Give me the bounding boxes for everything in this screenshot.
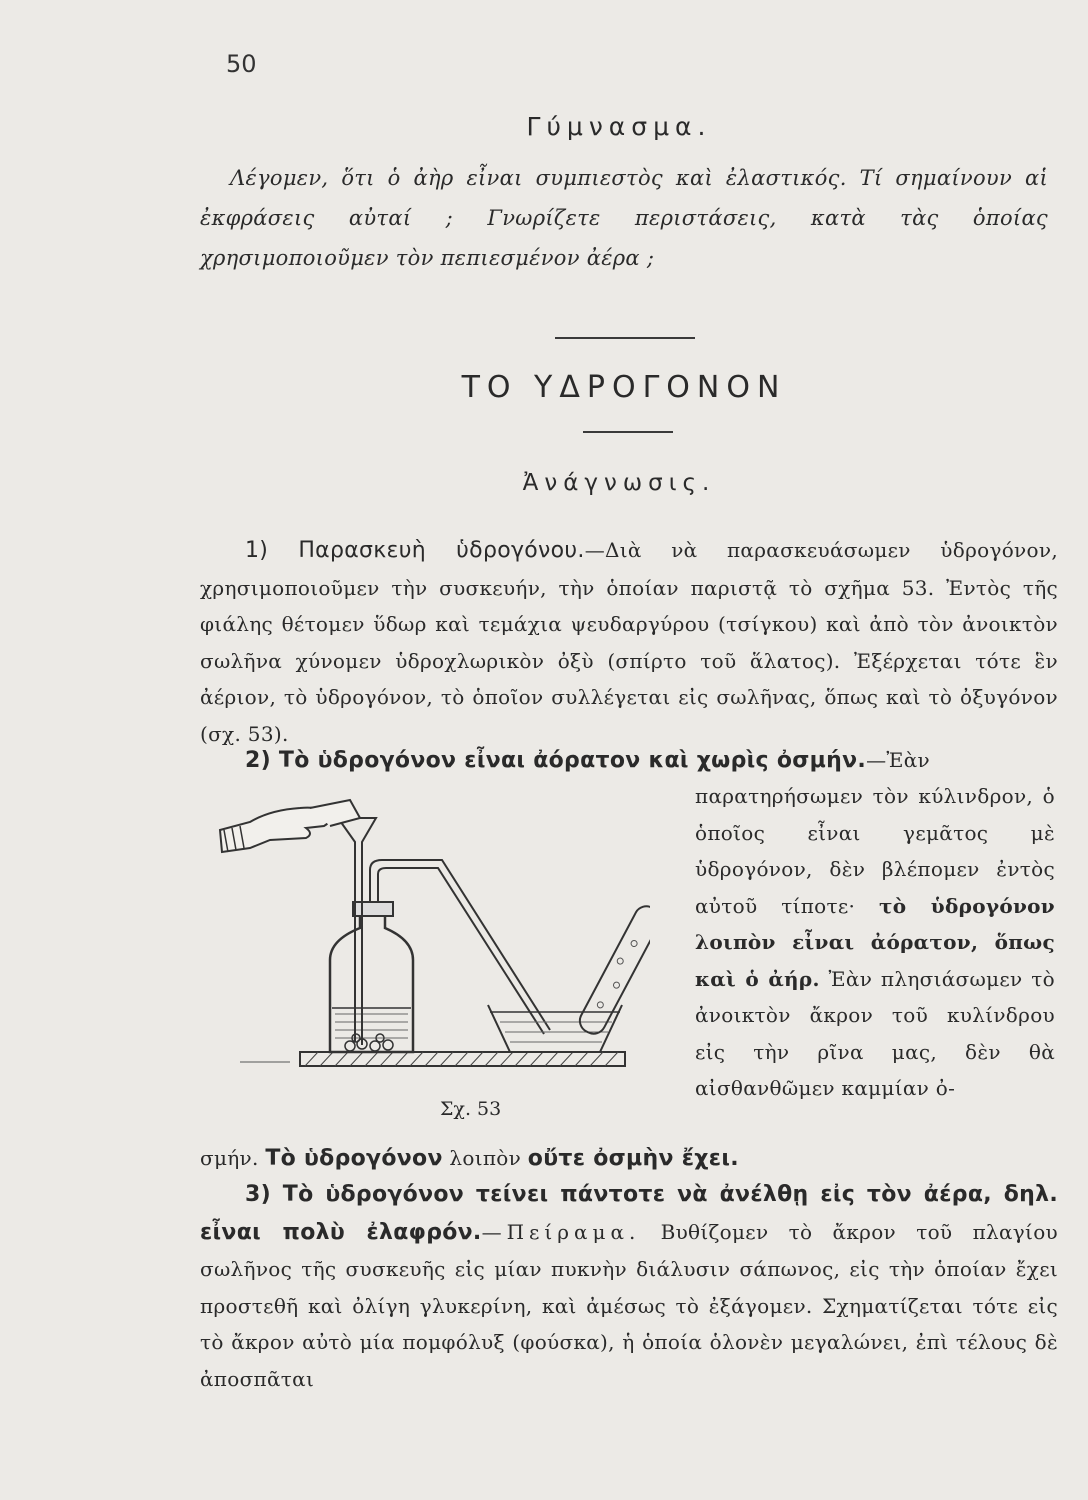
zinc-pieces bbox=[345, 1034, 393, 1051]
reading-title: Ἀνάγνωσις. bbox=[522, 470, 716, 496]
section-2-tail-bold-2: οὔτε ὀσμὴν ἔχει. bbox=[527, 1146, 739, 1171]
section-2-heading: 2) Τὸ ὑδρογόνον εἶναι ἀόρατον καὶ χωρὶς ὀσμήν. bbox=[245, 748, 867, 773]
section-2-side-text-a: παρατηρήσωμεν τὸν κύλινδρον, ὁ ὁποῖος εἶναι γεμᾶτος μὲ ὑδρογόνον, δὲν βλέπομεν ἐντὸς αὐτοῦ τίποτε· bbox=[695, 784, 1055, 918]
bottom-divider bbox=[583, 431, 673, 433]
section-2-tail-mid: λοιπὸν bbox=[449, 1146, 522, 1170]
section-2-heading-line bbox=[200, 742, 1058, 780]
base-plate bbox=[300, 1052, 625, 1066]
section-1-heading: 1) Παρασκευὴ ὑδρογόνου. bbox=[245, 538, 585, 563]
section-2-tail-text: σμήν. bbox=[200, 1146, 259, 1170]
section-3-experiment-label: —Πείραμα. bbox=[481, 1219, 641, 1244]
section-1-text: —Διὰ νὰ παρασκευάσωμεν ὑδρογόνον, χρησιμοποιοῦμεν τὴν συσκευήν, τὴν ὁποίαν παριστᾷ τὸ σχῆμα 53. Ἐντὸς τῆς φιάλης θέτομεν ὕδωρ καὶ τεμάχια ψευδαργύρου (τσίγκου) καὶ ἀπὸ τὸν ἀνοικτὸν σωλῆνα χύνομεν ὑδροχλωρικὸν ὀξὺ (σπίρτο τοῦ ἅλατος). Ἐξέρχεται τότε ἓν ἀέριον, τὸ ὑδρογόνον, τὸ ὁποῖον συλλέγεται εἰς σωλῆνας, ὅπως καὶ τὸ ὀξυγόνον (σχ. 53). bbox=[200, 538, 1058, 746]
section-2-tail bbox=[200, 1140, 1058, 1178]
hydrogen-apparatus-figure bbox=[210, 790, 650, 1090]
section-3 bbox=[200, 1176, 1058, 1397]
section-3-text: Βυθίζομεν τὸ ἄκρον τοῦ πλαγίου σωλῆνος τῆς συσκευῆς εἰς μίαν πυκνὴν διάλυσιν σάπωνος, εἰς τὴν ὁποίαν ἔχει προστεθῆ καὶ ὀλίγη γλυκερίνη, καὶ ἀμέσως τὸ ἐξάγομεν. Σχηματίζεται τότε εἰς τὸ ἄκρον αὐτὸ μία πομφόλυξ (φούσκα), ἡ ὁποία ὁλονὲν μεγαλώνει, ἐπὶ τέλους δὲ ἀποσπᾶται bbox=[200, 1219, 1058, 1391]
figure-caption: Σχ. 53 bbox=[440, 1098, 502, 1120]
section-3-heading: 3) Τὸ ὑδρογόνον τείνει πάντοτε νὰ ἀνέλθῃ εἰς τὸν ἀέρα, δηλ. εἶναι πολὺ ἐλαφρόν. bbox=[200, 1182, 1058, 1245]
hand-icon bbox=[220, 800, 360, 852]
section-2-tail-bold-1: Τὸ ὑδρογόνον bbox=[265, 1146, 443, 1171]
chapter-title: ΤΟ ΥΔΡΟΓΟΝΟΝ bbox=[461, 370, 787, 405]
collecting-tube bbox=[576, 902, 650, 1038]
page-number: 50 bbox=[226, 50, 257, 78]
section-2-side-text bbox=[695, 778, 1055, 1107]
funnel bbox=[338, 818, 376, 1045]
section-2-lead: —Ἐὰν bbox=[866, 748, 931, 772]
delivery-tube bbox=[370, 860, 550, 1030]
exercise-title: Γύμνασμα. bbox=[526, 112, 712, 141]
section-1 bbox=[200, 532, 1058, 752]
stopper bbox=[353, 902, 393, 916]
section-2-side-bold: τὸ ὑδρογόνον λοιπὸν εἶναι ἀόρατον, ὅπως καὶ ὁ ἀήρ. bbox=[695, 893, 1055, 991]
section-2-side-text-b: Ἐὰν πλησιάσωμεν τὸ ἀνοικτὸν ἄκρον τοῦ κυλίνδρου εἰς τὴν ρῖνα μας, δὲν θὰ αἰσθανθῶμεν καμμίαν ὀ- bbox=[695, 966, 1055, 1100]
exercise-text: Λέγομεν, ὅτι ὁ ἀὴρ εἶναι συμπιεστὸς καὶ ἐλαστικός. Τί σημαίνουν αἱ ἐκφράσεις αὐταί ; Γνωρίζετε περιστάσεις, κατὰ τὰς ὁποίας χρησιμοποιοῦμεν τὸν πεπιεσμένον ἀέρα ; bbox=[200, 166, 1048, 270]
top-divider bbox=[555, 337, 695, 339]
